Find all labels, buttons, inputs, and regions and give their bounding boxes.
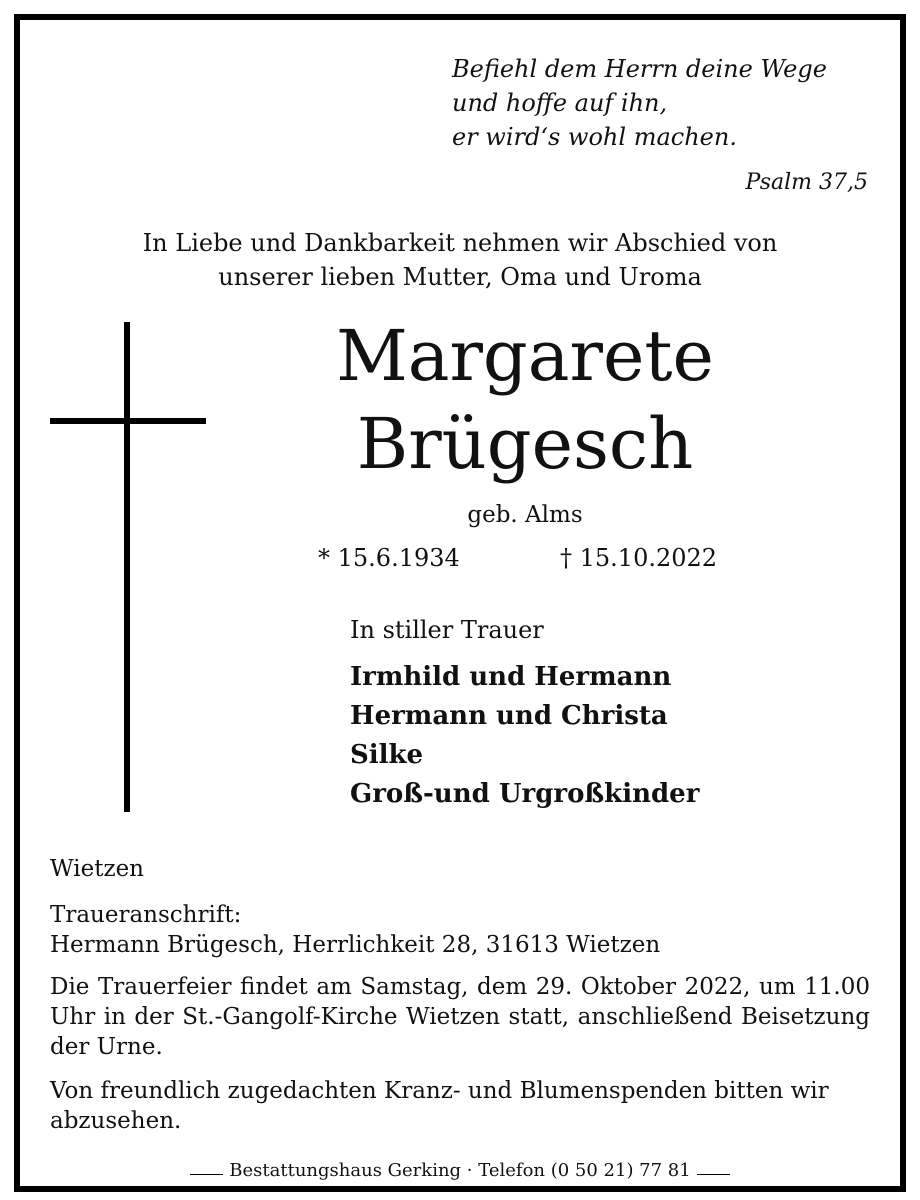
verse-line: Befiehl dem Herrn deine Wege	[452, 55, 827, 83]
birth-name: geb. Alms	[467, 502, 583, 528]
verse-reference: Psalm 37,5	[745, 170, 868, 195]
mourners-list	[350, 658, 699, 814]
mourning-heading: In stiller Trauer	[350, 616, 544, 644]
intro-line: In Liebe und Dankbarkeit nehmen wir Abschied von	[142, 229, 778, 257]
address-label: Traueranschrift:	[50, 902, 242, 928]
deceased-first-name: Margarete	[336, 315, 714, 397]
funeral-home-contact: Bestattungshaus Gerking · Telefon (0 50 21) 77 81	[223, 1160, 696, 1181]
mourning-address	[50, 900, 660, 960]
mourner-name: Irmhild und Hermann	[350, 662, 672, 692]
mourner-name: Hermann und Christa	[350, 701, 668, 731]
deceased-last-name: Brügesch	[356, 403, 694, 485]
verse-line: er wird‘s wohl machen.	[452, 123, 737, 151]
intro-line: unserer lieben Mutter, Oma und Uroma	[218, 263, 702, 291]
mourner-name: Groß-und Urgroßkinder	[350, 779, 700, 809]
mourner-name: Silke	[350, 740, 424, 770]
cross-icon-bar	[50, 418, 206, 424]
address-text: Hermann Brügesch, Herrlichkeit 28, 31613 Wietzen	[50, 932, 661, 958]
verse-line: und hoffe auf ihn,	[452, 89, 668, 117]
cross-icon	[124, 322, 130, 812]
birth-date: * 15.6.1934	[318, 544, 460, 572]
death-date: † 15.10.2022	[560, 544, 718, 572]
footer	[20, 1162, 900, 1183]
service-info: Die Trauerfeier findet am Samstag, dem 29. Oktober 2022, um 11.00 Uhr in der St.-Gangolf-Kirche Wietzen statt, anschließend Beisetzung der Urne.	[50, 974, 870, 1060]
intro-text	[40, 226, 880, 294]
bible-verse	[452, 52, 827, 154]
place-name: Wietzen	[50, 856, 144, 882]
flowers-note: Von freundlich zugedachten Kranz- und Blumenspenden bitten wir abzusehen.	[50, 1078, 829, 1134]
